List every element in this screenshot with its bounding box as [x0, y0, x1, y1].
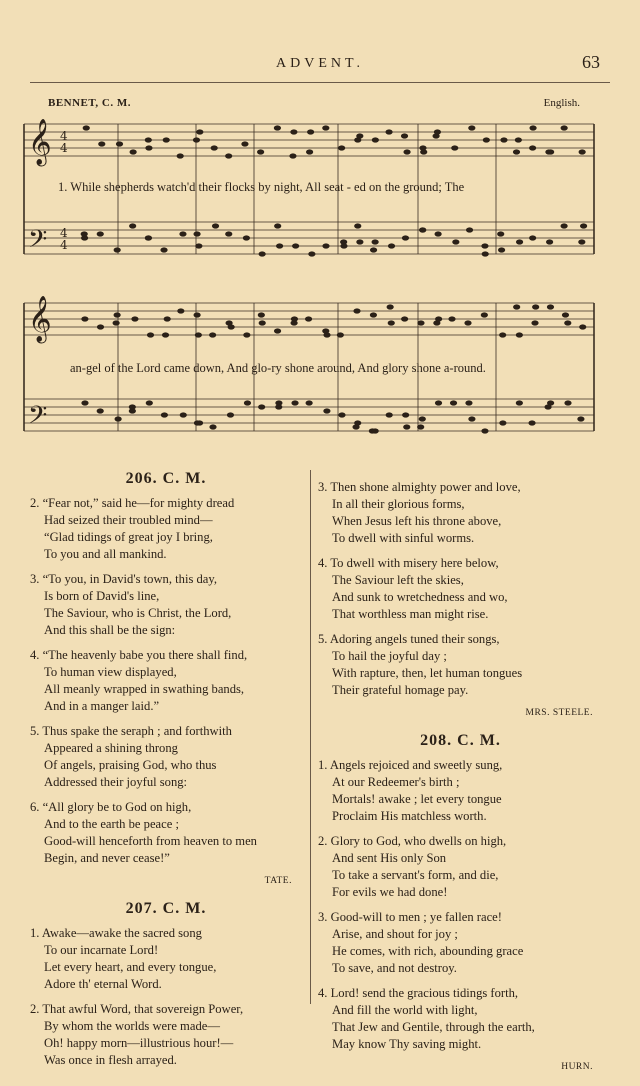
note-head — [259, 320, 266, 325]
note-head — [372, 428, 379, 433]
verse-line: To our incarnate Lord! — [44, 943, 159, 957]
note-head — [386, 412, 393, 417]
stanza — [30, 571, 302, 639]
hymn-number: 206. C. M. — [125, 470, 207, 487]
verse-line: To take a servant's form, and die, — [332, 868, 499, 882]
note-head — [466, 227, 473, 232]
note-head — [258, 404, 265, 409]
note-head — [274, 328, 281, 333]
note-head — [481, 312, 488, 317]
time-signature: 4 — [60, 238, 68, 252]
music-score — [0, 0, 640, 460]
time-signature: 4 — [60, 141, 68, 155]
page-number: 63 — [582, 52, 600, 72]
note-head — [160, 247, 167, 252]
note-head — [131, 316, 138, 321]
note-head — [274, 223, 281, 228]
verse-line: And fill the world with light, — [332, 1003, 478, 1017]
stanza — [318, 631, 603, 699]
note-head — [195, 243, 202, 248]
note-head — [322, 243, 329, 248]
note-head — [546, 239, 553, 244]
note-head — [499, 420, 506, 425]
note-head — [516, 332, 523, 337]
verse-line: In all their glorious forms, — [332, 497, 465, 511]
note-head — [113, 320, 120, 325]
note-head — [179, 231, 186, 236]
note-head — [114, 312, 121, 317]
stanza — [318, 909, 603, 977]
verse-line: 4. “The heavenly babe you there shall find, — [30, 648, 248, 662]
note-head — [402, 412, 409, 417]
note-head — [515, 137, 522, 142]
running-header: ADVENT. — [275, 56, 364, 71]
note-head — [370, 247, 377, 252]
note-head — [306, 149, 313, 154]
verse-line: The Saviour left the skies, — [332, 573, 464, 587]
time-signature: 4 — [60, 226, 68, 240]
note-head — [130, 149, 137, 154]
music-lyric-line-1: 1. While shepherds watch'd their flocks by night, All seat - ed on the ground; The — [58, 180, 465, 194]
verse-line: 6. “All glory be to God on high, — [30, 800, 192, 814]
note-head — [468, 125, 475, 130]
note-head — [561, 125, 568, 130]
note-head — [579, 324, 586, 329]
note-head — [516, 239, 523, 244]
note-head — [354, 223, 361, 228]
bass-clef-icon: 𝄢 — [28, 401, 48, 436]
verse-line: By whom the worlds were made— — [44, 1019, 220, 1033]
verse-line: And sunk to wretchedness and wo, — [332, 590, 508, 604]
note-head — [419, 416, 426, 421]
note-head — [577, 416, 584, 421]
note-head — [532, 304, 539, 309]
note-head — [450, 400, 457, 405]
note-head — [498, 247, 505, 252]
verse-line: Good-will henceforth from heaven to men — [44, 834, 257, 848]
note-head — [98, 141, 105, 146]
verse-line: 3. Good-will to men ; ye fallen race! — [318, 910, 502, 924]
verse-line: Appeared a shining throng — [44, 741, 178, 755]
note-head — [145, 137, 152, 142]
note-head — [258, 312, 265, 317]
note-head — [225, 231, 232, 236]
note-head — [274, 125, 281, 130]
verse-line: 5. Thus spake the seraph ; and forthwith — [30, 724, 232, 738]
note-head — [243, 332, 250, 337]
note-head — [451, 145, 458, 150]
note-head — [529, 125, 536, 130]
note-head — [195, 332, 202, 337]
stanza — [30, 495, 302, 563]
verse-line: 1. Awake—awake the sacred song — [30, 926, 202, 940]
note-head — [401, 316, 408, 321]
note-head — [337, 332, 344, 337]
stanza — [318, 479, 603, 547]
note-head — [177, 308, 184, 313]
note-head — [115, 416, 122, 421]
note-head — [529, 145, 536, 150]
note-head — [193, 231, 200, 236]
note-head — [468, 416, 475, 421]
verse-line: 2. “Fear not,” said he—for mighty dread — [30, 496, 235, 510]
note-head — [212, 223, 219, 228]
note-head — [97, 231, 104, 236]
verse-line: 2. Glory to God, who dwells on high, — [318, 834, 507, 848]
stanza — [30, 925, 302, 993]
note-head — [435, 316, 442, 321]
note-head — [580, 223, 587, 228]
note-head — [322, 125, 329, 130]
note-head — [194, 312, 201, 317]
note-head — [419, 145, 426, 150]
note-head — [338, 412, 345, 417]
note-head — [114, 247, 121, 252]
note-head — [529, 235, 536, 240]
stanza — [318, 555, 603, 623]
treble-clef-icon: 𝄞 — [28, 119, 52, 165]
note-head — [180, 412, 187, 417]
verse-line: Was once in flesh arrayed. — [44, 1053, 177, 1067]
left-column — [30, 470, 302, 1077]
note-head — [308, 251, 315, 256]
verse-line: And in a manger laid.” — [44, 699, 160, 713]
author-attribution: MRS. STEELE. — [525, 708, 593, 718]
note-head — [564, 400, 571, 405]
verse-line: Arise, and shout for joy ; — [332, 927, 458, 941]
verse-line: 3. “To you, in David's town, this day, — [30, 572, 218, 586]
note-head — [340, 243, 347, 248]
note-head — [481, 243, 488, 248]
note-head — [417, 424, 424, 429]
note-head — [275, 400, 282, 405]
note-head — [305, 316, 312, 321]
note-head — [241, 141, 248, 146]
verse-line: Let every heart, and every tongue, — [44, 960, 217, 974]
note-head — [419, 227, 426, 232]
note-head — [388, 243, 395, 248]
note-head — [289, 153, 296, 158]
note-head — [353, 308, 360, 313]
note-head — [372, 239, 379, 244]
note-head — [448, 316, 455, 321]
time-signature: 4 — [60, 129, 68, 143]
note-head — [435, 231, 442, 236]
tune-origin: English. — [543, 97, 580, 109]
note-head — [291, 400, 298, 405]
note-head — [516, 400, 523, 405]
note-head — [402, 235, 409, 240]
verse-line: That Jew and Gentile, through the earth, — [332, 1020, 535, 1034]
verse-line: Mortals! awake ; let every tongue — [332, 792, 502, 806]
stanza — [318, 985, 603, 1053]
note-head — [193, 137, 200, 142]
verse-line: When Jesus left his throne above, — [332, 514, 502, 528]
verse-line: To you and all mankind. — [44, 547, 167, 561]
note-head — [483, 137, 490, 142]
note-head — [465, 400, 472, 405]
verse-line: Had seized their troubled mind— — [44, 513, 213, 527]
treble-clef-icon: 𝄞 — [28, 296, 52, 342]
note-head — [243, 235, 250, 240]
verse-line: 1. Angels rejoiced and sweetly sung, — [318, 758, 503, 772]
note-head — [544, 404, 551, 409]
note-head — [81, 400, 88, 405]
note-head — [225, 153, 232, 158]
note-head — [528, 420, 535, 425]
verse-line: Adore th' eternal Word. — [44, 977, 162, 991]
verse-line: 2. That awful Word, that sovereign Power, — [30, 1002, 244, 1016]
note-head — [356, 239, 363, 244]
verse-line: And this shall be the sign: — [44, 623, 176, 637]
note-head — [259, 251, 266, 256]
note-head — [388, 320, 395, 325]
note-head — [434, 129, 441, 134]
note-head — [481, 428, 488, 433]
note-head — [145, 235, 152, 240]
note-head — [370, 312, 377, 317]
note-head — [276, 243, 283, 248]
verse-line: That worthless man might rise. — [332, 607, 489, 621]
note-head — [227, 412, 234, 417]
note-head — [452, 239, 459, 244]
author-attribution: TATE. — [264, 876, 292, 886]
verse-line: To save, and not destroy. — [332, 961, 457, 975]
verse-line: Oh! happy morn—illustrious hour!— — [44, 1036, 234, 1050]
verse-line: Proclaim His matchless worth. — [332, 809, 487, 823]
hymn-number: 208. C. M. — [420, 732, 501, 749]
note-head — [531, 320, 538, 325]
stanza — [30, 799, 302, 867]
note-head — [290, 129, 297, 134]
note-head — [417, 320, 424, 325]
note-head — [499, 332, 506, 337]
note-head — [257, 149, 264, 154]
note-head — [403, 424, 410, 429]
hymn-number: 207. C. M. — [125, 900, 207, 917]
note-head — [545, 149, 552, 154]
stanza — [30, 723, 302, 791]
verse-line: For evils we had done! — [332, 885, 448, 899]
note-head — [194, 420, 201, 425]
note-head — [579, 149, 586, 154]
stanza — [30, 1001, 302, 1069]
note-head — [83, 125, 90, 130]
note-head — [464, 320, 471, 325]
note-head — [385, 129, 392, 134]
note-head — [338, 145, 345, 150]
note-head — [147, 332, 154, 337]
column-divider — [310, 470, 311, 1004]
note-head — [513, 304, 520, 309]
note-head — [145, 145, 152, 150]
verse-line: May know Thy saving might. — [332, 1037, 482, 1051]
verse-line: And sent His only Son — [332, 851, 447, 865]
note-head — [482, 251, 489, 256]
music-lyric-line-2: an-gel of the Lord came down, And glo-ry shone around, And glory shone a-round. — [70, 361, 486, 375]
verse-line: 4. To dwell with misery here below, — [318, 556, 499, 570]
note-head — [97, 324, 104, 329]
verse-line: 3. Then shone almighty power and love, — [318, 480, 521, 494]
note-head — [129, 404, 136, 409]
verse-line: 5. Adoring angels tuned their songs, — [318, 632, 500, 646]
note-head — [322, 328, 329, 333]
staff-lines — [24, 124, 594, 431]
verse-line: 4. Lord! send the gracious tidings forth, — [318, 986, 519, 1000]
verse-line: The Saviour, who is Christ, the Lord, — [44, 606, 232, 620]
note-head — [562, 312, 569, 317]
note-head — [97, 408, 104, 413]
note-head — [81, 231, 88, 236]
note-head — [209, 424, 216, 429]
verse-line: Of angels, praising God, who thus — [44, 758, 217, 772]
clefs — [28, 119, 68, 436]
verse-line: Addressed their joyful song: — [44, 775, 188, 789]
note-head — [146, 400, 153, 405]
note-head — [177, 153, 184, 158]
note-head — [307, 129, 314, 134]
note-head — [306, 400, 313, 405]
note-head — [547, 304, 554, 309]
note-head — [196, 129, 203, 134]
right-column — [318, 479, 603, 1086]
verse-line: To dwell with sinful worms. — [332, 531, 475, 545]
verse-line: At our Redeemer's birth ; — [332, 775, 460, 789]
verse-line: He comes, with rich, abounding grace — [332, 944, 524, 958]
note-head — [513, 149, 520, 154]
note-head — [500, 137, 507, 142]
verse-line: To hail the joyful day ; — [332, 649, 447, 663]
bass-clef-icon: 𝄢 — [28, 225, 48, 260]
note-head — [116, 141, 123, 146]
author-attribution: HURN. — [561, 1062, 593, 1072]
note-head — [81, 316, 88, 321]
note-head — [161, 412, 168, 417]
note-head — [164, 316, 171, 321]
verse-line: All meanly wrapped in swathing bands, — [44, 682, 245, 696]
note-head — [162, 332, 169, 337]
note-head — [401, 133, 408, 138]
note-heads — [81, 125, 588, 433]
note-head — [292, 243, 299, 248]
verse-line: To human view displayed, — [44, 665, 177, 679]
verse-line: Their grateful homage pay. — [332, 683, 469, 697]
note-head — [211, 145, 218, 150]
note-head — [403, 149, 410, 154]
note-head — [578, 239, 585, 244]
stanza — [318, 833, 603, 901]
note-head — [244, 400, 251, 405]
note-head — [387, 304, 394, 309]
note-head — [354, 137, 361, 142]
note-head — [564, 320, 571, 325]
note-head — [323, 408, 330, 413]
note-head — [561, 223, 568, 228]
stanza — [30, 647, 302, 715]
verse-line: Begin, and never cease!” — [44, 851, 170, 865]
verse-line: “Glad tidings of great joy I bring, — [44, 530, 213, 544]
verse-line: Is born of David's line, — [44, 589, 160, 603]
note-head — [209, 332, 216, 337]
note-head — [226, 320, 233, 325]
note-head — [291, 316, 298, 321]
note-head — [372, 137, 379, 142]
note-head — [497, 231, 504, 236]
tune-name: BENNET, C. M. — [48, 97, 131, 109]
stanza — [318, 757, 603, 825]
note-head — [435, 400, 442, 405]
note-head — [163, 137, 170, 142]
verse-line: And to the earth be peace ; — [44, 817, 179, 831]
note-head — [129, 223, 136, 228]
verse-line: With rapture, then, let human tongues — [332, 666, 523, 680]
note-head — [354, 420, 361, 425]
